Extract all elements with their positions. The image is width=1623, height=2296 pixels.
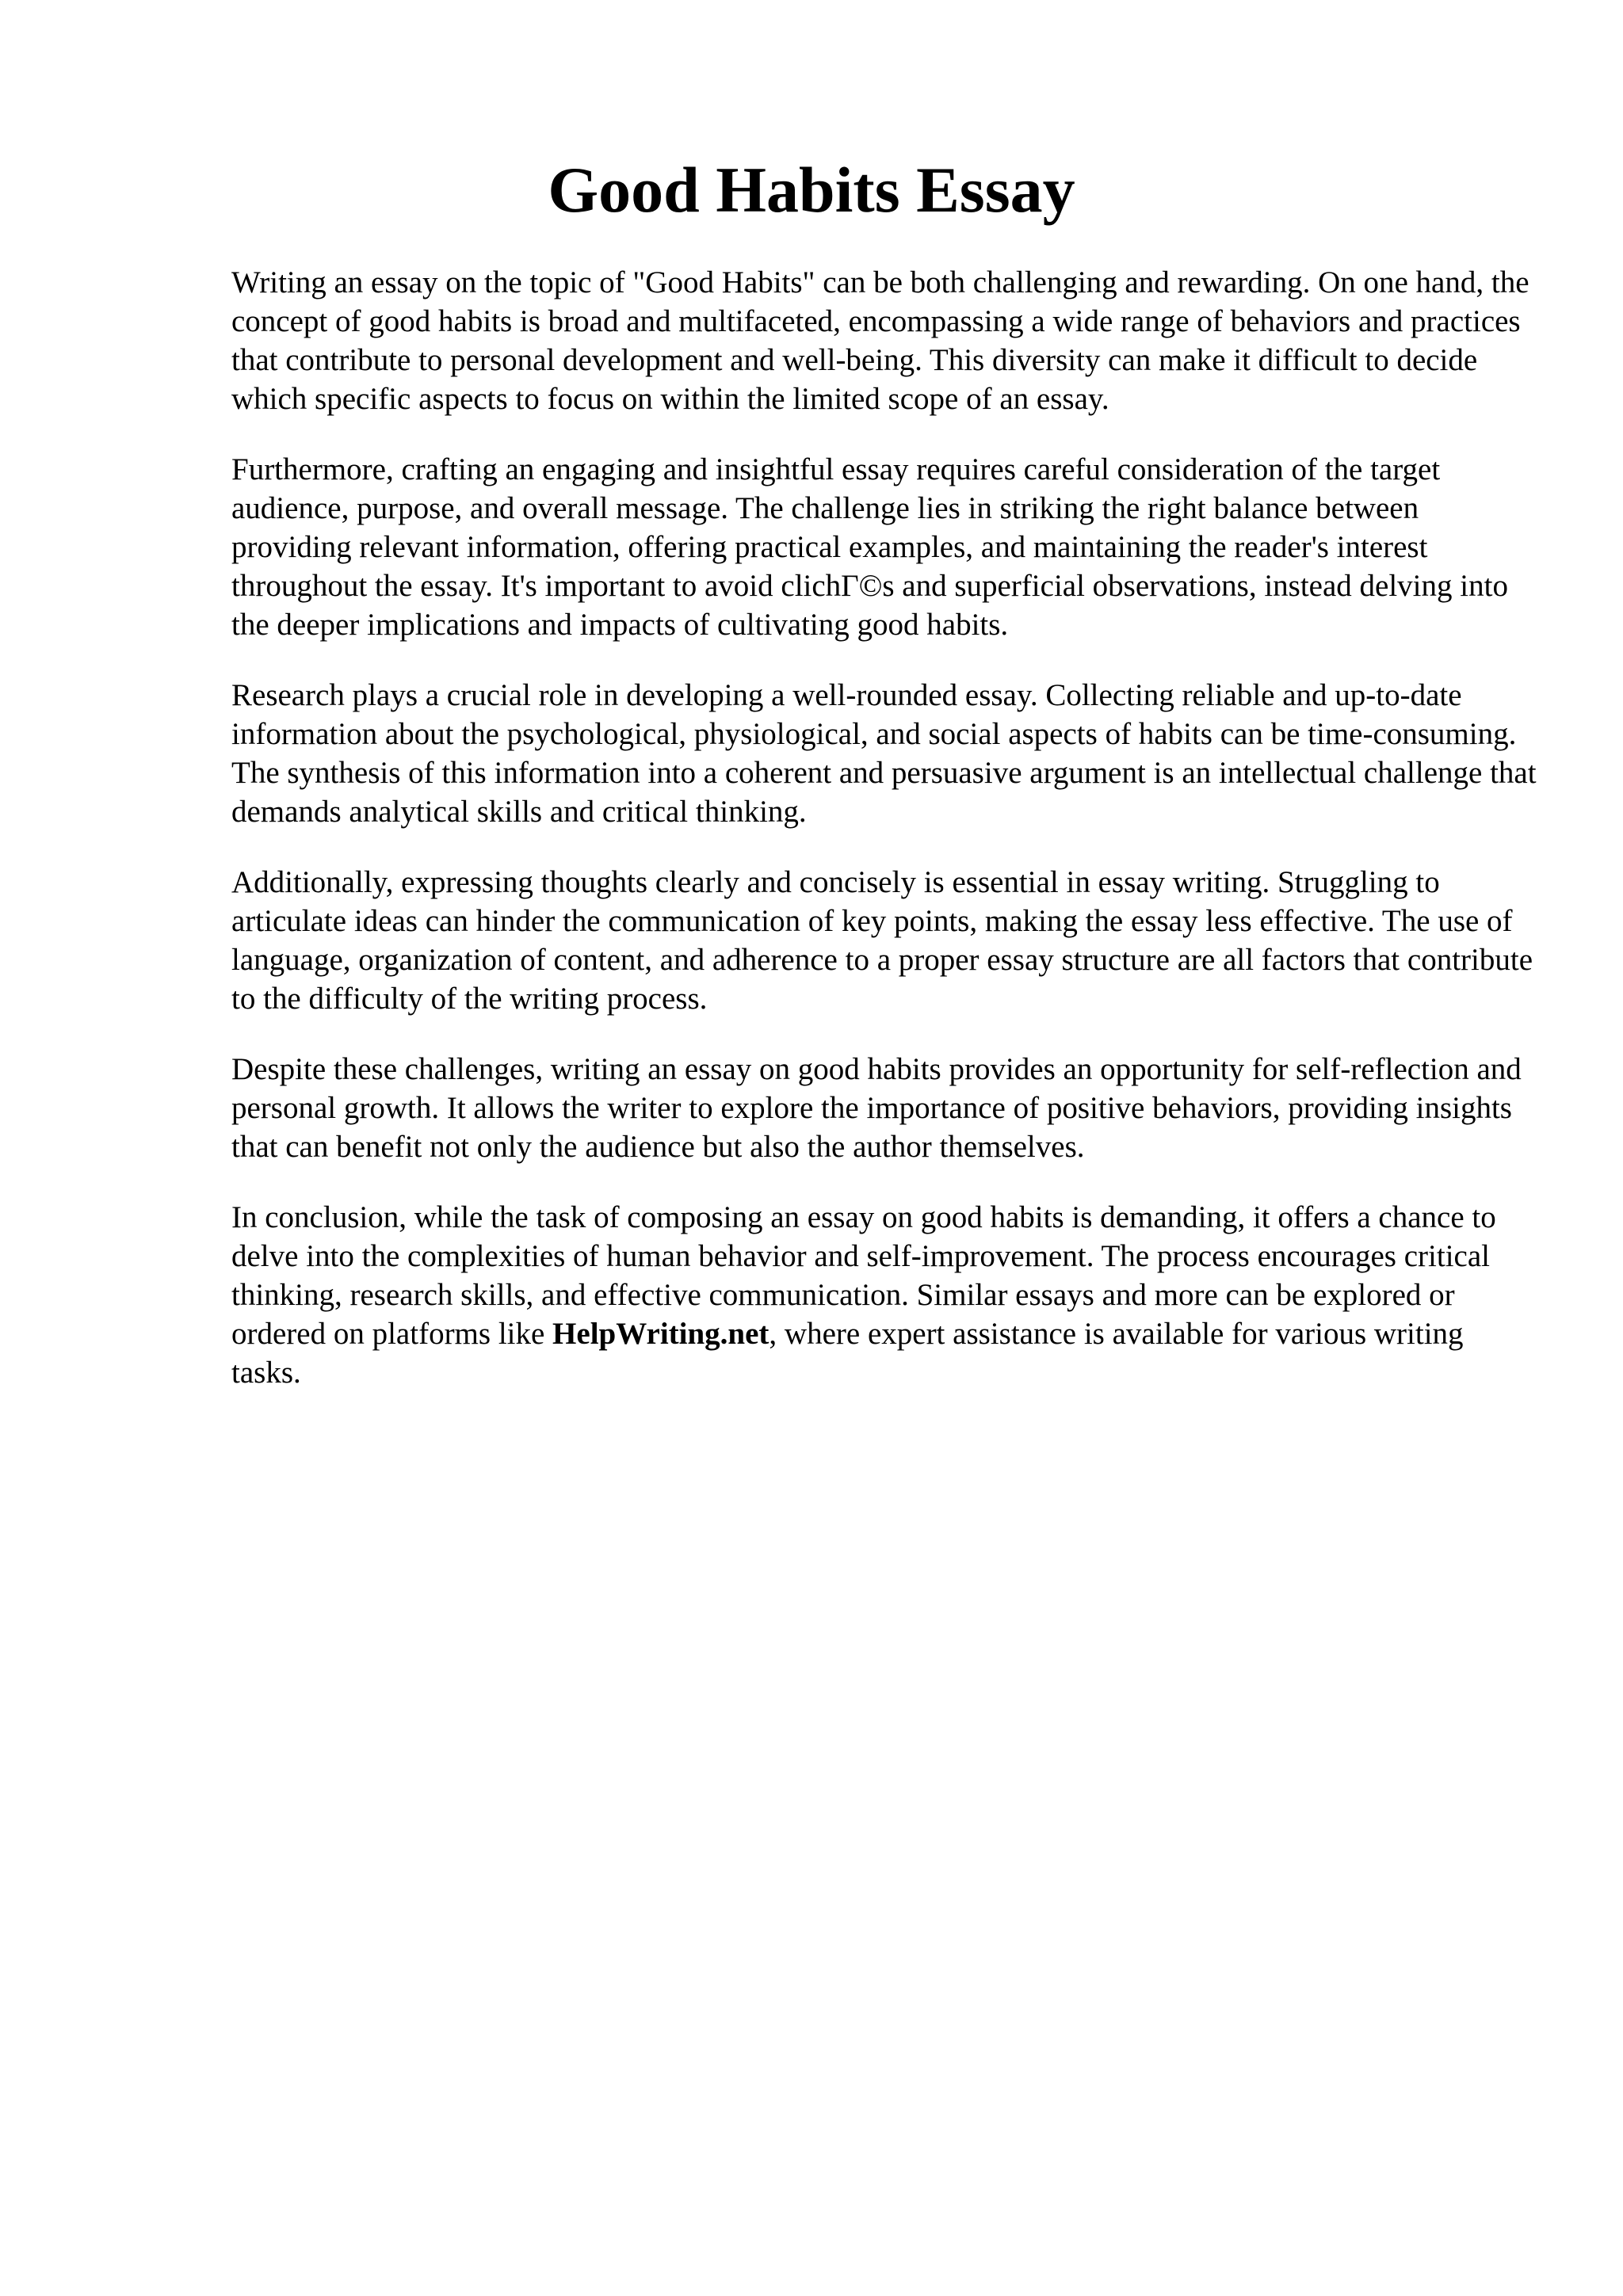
essay-body [231, 263, 1539, 1424]
paragraph-growth: Despite these challenges, writing an essay on good habits provides an opportunity for self-reflection and personal growth. It allows the writer to explore the importance of positive behaviors, providing insights that can benefit not only the audience but also the author themselves. [231, 1052, 1522, 1164]
conclusion-text-after: , where expert assistance is available for various writing tasks. [231, 1317, 1464, 1390]
paragraph-intro: Writing an essay on the topic of "Good Habits" can be both challenging and rewarding. On one hand, the concept of good habits is broad and multifaceted, encompassing a wide range of behaviors and practices that contribute to personal development and well-being. This diversity can make it difficult to decide which specific aspects to focus on within the limited scope of an essay. [231, 265, 1529, 416]
document-title: Good Habits Essay [548, 154, 1075, 226]
brand-name: HelpWriting.net [552, 1317, 769, 1351]
paragraph-audience: Furthermore, crafting an engaging and insightful essay requires careful consideration of the target audience, purpose, and overall message. The challenge lies in striking the right balance between providing relevant information, offering practical examples, and maintaining the reader's interest throughout the essay. It's important to avoid clichΓ©s and superficial observations, instead delving into the deeper implications and impacts of cultivating good habits. [231, 452, 1508, 642]
conclusion-text-before: In conclusion, while the task of composing an essay on good habits is demanding, it offers a chance to delve into the complexities of human behavior and self-improvement. The process encourages critical thinking, research skills, and effective communication. Similar essays and more can be explored or ordered on platforms like [231, 1200, 1496, 1351]
paragraph-research: Research plays a crucial role in developing a well-rounded essay. Collecting reliable and up-to-date information about the psychological, physiological, and social aspects of habits can be time-consuming. The synthesis of this information into a coherent and persuasive argument is an intellectual challenge that demands analytical skills and critical thinking. [231, 678, 1537, 829]
paragraph-conclusion [231, 1198, 1539, 1392]
paragraph-expression: Additionally, expressing thoughts clearly and concisely is essential in essay writing. Struggling to articulate ideas can hinder the communication of key points, making the essay less effective. The use of language, organization of content, and adherence to a proper essay structure are all factors that contribute to the difficulty of the writing process. [231, 865, 1533, 1016]
